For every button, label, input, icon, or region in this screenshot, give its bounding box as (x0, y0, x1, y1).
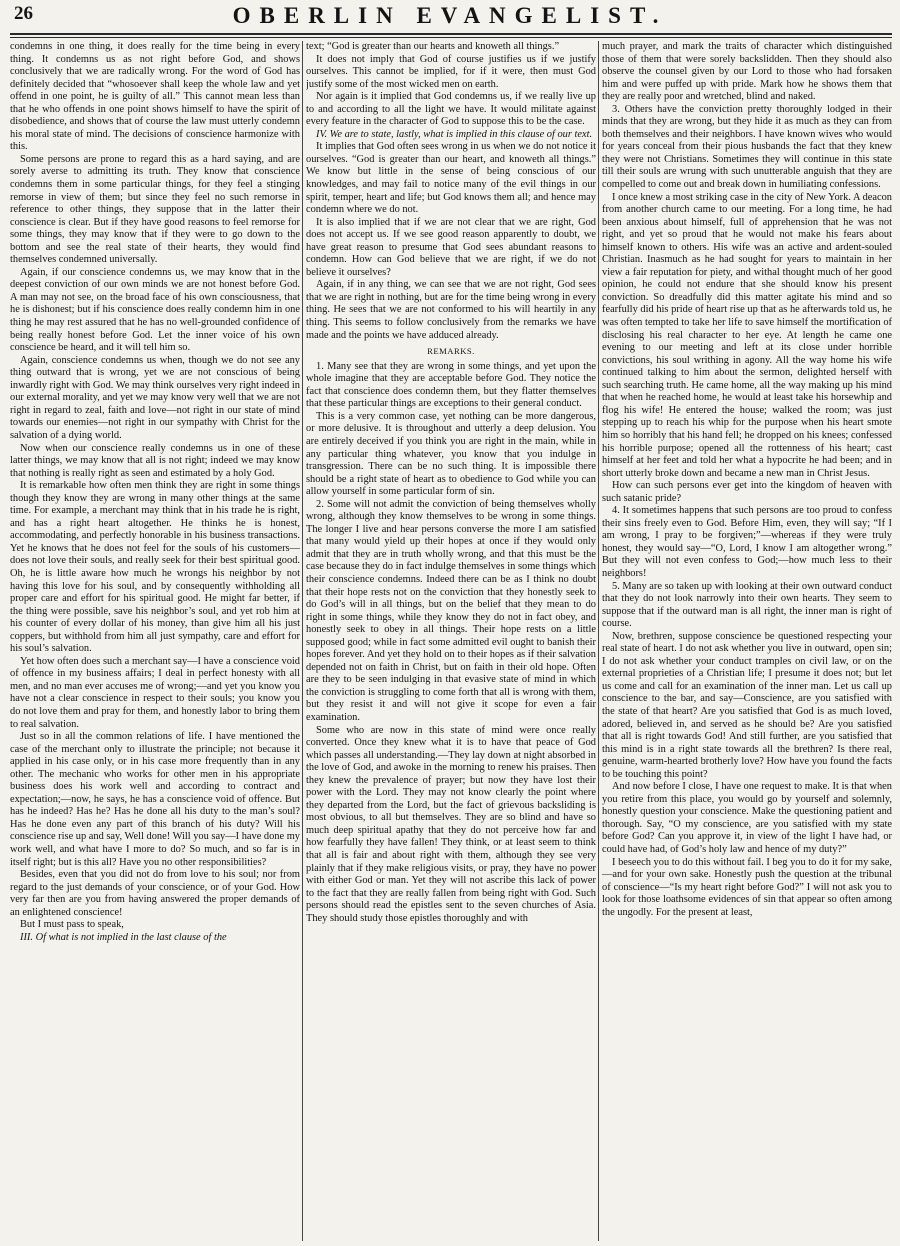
paragraph: Now, brethren, suppose conscience be questioned respecting your real state of heart. I do not ask whether you live in outward, open sin; I do not ask whether your conduct tramples on civil law, or on the external proprieties of a Christian life; I presume it does not; but let us come and call for an examination of the inner man. Let us call up conscience to the bar, and say—Conscience, are you satisfied with the state of that heart? Are you satisfied that God is as much loved, adored, believed in, and served as he should be? Are you satisfied that all is right towards God! And still further, are you satisfied that this mind is in a right state towards all the brethren? Is there real, genuine, warm-hearted brotherly love? How have you found the facts to be touching this point? (602, 630, 892, 780)
masthead-title: OBERLIN EVANGELIST. (232, 3, 668, 28)
page-number: 26 (14, 3, 33, 24)
page-header (0, 0, 900, 36)
paragraph: Just so in all the common relations of life. I have mentioned the case of the merchant only to illustrate the principle; not because it applied in his case only, or in his case more frequently than in any other. The mechanic who works for other men in his appropriate business does his work well and according to contract and expectation;—now, he says, he has a conscience void of offence. But has he indeed? Has he? Has he done all his duty to the man’s soul? Has he done even any part of this branch of his duty? Will his conscience rise up and say, Well done! Will you say—I have done my work well, and what have I more to do? So much, and so far is in itself right; but is this all? Have you no other responsibilities? (10, 731, 300, 868)
paragraph: Some persons are prone to regard this as a hard saying, and are sorely averse to admitting its truth. They know that conscience condemns them in some particular things, for they feel a stinging remorse in view of them; but since they feel no such remorse in reference to other things, they suppose that in the latter their conscience is clear. But if they have good reasons to feel remorse for some things, they may know that if they were to go down to the bottom and see the real state of their hearts, they would find themselves condemned universally. (10, 153, 300, 266)
paragraph: But I must pass to speak, (20, 919, 124, 931)
paragraph: Yet how often does such a merchant say—I have a conscience void of offence in my business affairs; I deal in perfect honesty with all men, and no man ever accuses me of wrong;—and yet you know you have not a clear conscience in respect to their souls; you know you do not love them and pray for them, and honestly labor to bring them to real salvation. (10, 655, 300, 730)
remarks-heading: REMARKS. (427, 346, 475, 357)
paragraph: text; “God is greater than our hearts and knoweth all things.” (306, 41, 560, 52)
paragraph: It is remarkable how often men think they are right in some things though they know they are wrong in many other things at the same time. For example, a merchant may think that in his trade he is right, and has a right heart altogether. He thinks he is honest, accommodating, and perfectly honorable in his business transactions. Yet he knows that he does not feel for the souls of his customers—does not love their souls, and really seek for their best spiritual good. Oh, he is little aware how much he wrongs his neighbor by not having this love for his soul, and by consequently withholding all proper care and effort for his spiritual good. He might far better, if the thing were possible, save his neighbor’s soul, and yet rob him at his counter of every dollar of his money, than give him all his just coppers, but withhold from him all just sympathy, care and effort for his soul’s salvation. (10, 480, 300, 655)
column-2 (306, 41, 596, 1241)
paragraph: 1. Many see that they are wrong in some things, and yet upon the whole imagine that they are acceptable before God. They notice the fact that conscience does condemn them, but they flatter themselves that these particular things are exceptions to their general conduct. (306, 360, 596, 410)
paragraph: Again, conscience condemns us when, though we do not see any thing outward that is wrong, yet we are not conscious of being inwardly right with God. We may think ourselves very right indeed in our external morality, and yet we may know very well that we are not right in regard to zeal, faith and love—not right in our state of mind towards our enemies—not right in our sympathy with Christ for the salvation of a dying world. (10, 354, 300, 441)
header-rule-thin (10, 37, 892, 38)
paragraph: This is a very common case, yet nothing can be more dangerous, or more delusive. It is throughout and utterly a deep delusion. You are entirely deceived if you think you are right in the main, while in any particular thing whatever, you know that you indulge in transgression. There can be no such thing. It is impossible there should be a right state of heart as to obedience to God while you can allow yourself in some particular form of sin. (306, 410, 596, 498)
paragraph: Nor again is it implied that God condemns us, if we really live up to and according to all the light we have. It would militate against every feature in the character of God to suppose this to be the case. (306, 91, 596, 128)
paragraph: It is also implied that if we are not clear that we are right, God does not accept us. If we see good reason apparently to doubt, we have great reason to presume that God sees abundant reasons to condemn. How can God believe that we are right, if we do not believe it ourselves? (306, 216, 596, 278)
column-1 (10, 41, 300, 1241)
paragraph: Besides, even that you did not do from love to his soul; nor from regard to the just demands of your conscience, or of your God. How very far then are you from having answered the proper demands of an enlightened conscience! (10, 869, 300, 918)
paragraph: much prayer, and mark the traits of character which distinguished those of them that were sorely backslidden. Then they should also observe the counsel given by our Lord to those who had forsaken him and were puffed up with pride. Mark how he shows them that they are really poor and wretched, blind and naked. (602, 41, 892, 103)
paragraph: I beseech you to do this without fail. I beg you to do it for my sake,—and for your own sake. Honestly push the question at the tribunal of conscience—“Is my heart right before God?” I will not ask you to look for those loathsome evidences of sin that appear so often among the ungodly. For the present at least, (602, 856, 892, 918)
column-divider (302, 41, 303, 1241)
column-3 (602, 41, 892, 1241)
paragraph: Again, if in any thing, we can see that we are not right, God sees that we are right in nothing, but are for the time being wrong in every thing. He sees that we are not conformed to his will heartily in any thing. This seems to follow conclusively from the remarks we have made and the points we have adduced already. (306, 279, 596, 341)
paragraph: It does not imply that God of course justifies us if we justify ourselves. This cannot be implied, for if it were, then must God justify some of the most wicked men on earth. (306, 53, 596, 90)
paragraph: How can such persons ever get into the kingdom of heaven with such satanic pride? (602, 480, 892, 504)
paragraph: And now before I close, I have one request to make. It is that when you retire from this place, you would go by yourself and solemnly, honestly question your conscience. Make the questioning patient and thorough. Say, “O my conscience, are you satisfied with my state before God? Can you approve it, in view of the light I have had, or could have had, of God’s holy law and hence of my duty?” (602, 781, 892, 855)
paragraph: Now when our conscience really condemns us in one of these latter things, we may know that all is not right; indeed we may know that nothing is really right as seen and estimated by a holy God. (10, 442, 300, 479)
paragraph: I once knew a most striking case in the city of New York. A deacon from another church came to our meeting. For a long time, he had been anxious about himself, full of apprehension that he was not right, and yet so proud that he would not make his fears about himself known to others. His wife was an active and ardent-souled Christian. Inasmuch as he had sought for years to maintain in her view a fair reputation for piety, and withal thought much of her good opinion, he could not endure that she should know his present conviction. So dreadfully did this matter agitate his mind and so fearfully did his pride of heart rise up that as he afterwards told us, he was often tempted to take her life to save himself the mortification of disclosing his real character to her eye. At length he came one evening to our meeting and left at its close under horrible convictions, his soul writhing in agony. All the way home his wife continued talking to him about the sermon, delighted herself with such searching truth. He came home, all the way making up his mind that when he reached home, he would at least take his horsewhip and flog his wife! He entered the house; walked the room; was just stepping up to reach his whip for the purpose when his heart smote him so horribly that his hand fell; he dropped on his knees; confessed his horrible purpose; opened all the rottenness of his heart; cast himself at her feet and told her what a hypocrite he had been; and in short utterly broke down and became a new man in Christ Jesus. (602, 191, 892, 479)
paragraph: condemns in one thing, it does really for the time being in every thing. It condemns us as not right before God, and shows conclusively that we are radically wrong. For the word of God has definitely decided that “whosoever shall keep the whole law and yet offend in one point, he is guilty of all.” This cannot mean less than that he who offends in one point shows himself to have the spirit of disobedience, and shows that of course the law must utterly condemn his moral state of mind. The decisions of conscience harmonize with this. (10, 41, 300, 153)
paragraph: 5. Many are so taken up with looking at their own outward conduct that they do not look narrowly into their own hearts. They seem to suppose that if the outward man is all right, the inner man is right of course. (602, 580, 892, 630)
paragraph: It implies that God often sees wrong in us when we do not notice it ourselves. “God is greater than our heart, and knoweth all things.” We know but little in the sense of being conscious of our knowledges, and may fail to notice many of the evil things in our spirit, temper, heart and life; but God knows them all; and hence may condemn where we do not. (306, 141, 596, 216)
section-heading: III. Of what is not implied in the last clause of the (20, 931, 227, 943)
column-divider (598, 41, 599, 1241)
paragraph: 2. Some will not admit the conviction of being themselves wholly wrong, although they know themselves to be wrong in some things. The longer I live and hear persons converse the more I am satisfied that many would yield up their hopes at once if they would only admit that they are in truth wholly wrong, and that this must be the case because they do in fact indulge themselves in some things which their conscience condemns. Indeed there can be as I think no doubt that their hope rests not on the conviction that they honestly seek to do God’s will in all things, but on the belief that they mean to do right in some things, while they know they do not in fact obey, and honestly seek to obey in all things. Their hope rests on a little supposed good; while in fact some admitted evil ought to banish their hopes forever. And yet they hold on to their hopes as if their salvation depended not on faith in Christ, but on faith in their old hope. Often are they to be seen indulging in that evasive state of mind in which the conviction is struggling to come forth that all is wrong with them, but they resist it and will not give it scope for even a fair examination. (306, 498, 596, 723)
paragraph: Some who are now in this state of mind were once really converted. Once they knew what it is to have that peace of God which passes all understanding.—They lay down at night absorbed in the love of God, and awoke in the morning to renew his praises. Then they knew the prevalence of prayer; but now they have lost their power with the Lord. They may not know clearly the point where they departed from the Lord, but the fact of grievous backsliding is most obvious, to all but themselves. They are so blind and have so much deep spiritual apathy that they do not perceive how far and how fearfully they have fallen! They think, or at least seem to think that all is fair and about right with them, although they see very plainly that if they make religious visits, or pray, they have no power with either God or man. Yet they will not ascribe this lack of power to the fact that they are really fallen from being right with God. Such persons should read the epistles sent to the seven churches of Asia. They should study those epistles thoroughly and with (306, 724, 596, 924)
header-rule (10, 33, 892, 35)
paragraph: 4. It sometimes happens that such persons are too proud to confess their sins freely even to God. Before Him, even, they will say; “If I am wrong, I pray to be forgiven;”—whereas if they were truly honest, they would say—“O, Lord, I know I am altogether wrong.” But they will not even confess to God;—how much less to their neighbors! (602, 505, 892, 579)
paragraph: Again, if our conscience condemns us, we may know that in the deepest conviction of our own minds we are not honest before God. A man may not see, on the broad face of his own consciousness, that he is dishonest; but if his conscience does really condemn him in one thing he may rest assured that he has no well-grounded confidence of being really honest before God. Let the inner voice of his own conscience be heard, and it will tell him so. (10, 266, 300, 354)
paragraph: 3. Others have the conviction pretty thoroughly lodged in their minds that they are wrong, but they hide it as much as they can from both themselves and their neighbors. I have known wives who would for years conceal from their pious husbands the fact that they knew they were not Christians. Sometimes they will continue in this state till their souls are wrung with such unutterable anguish that they are compelled to come out and break down in humiliating confessions. (602, 103, 892, 191)
section-heading: IV. We are to state, lastly, what is implied in this clause of our text. (316, 128, 593, 140)
